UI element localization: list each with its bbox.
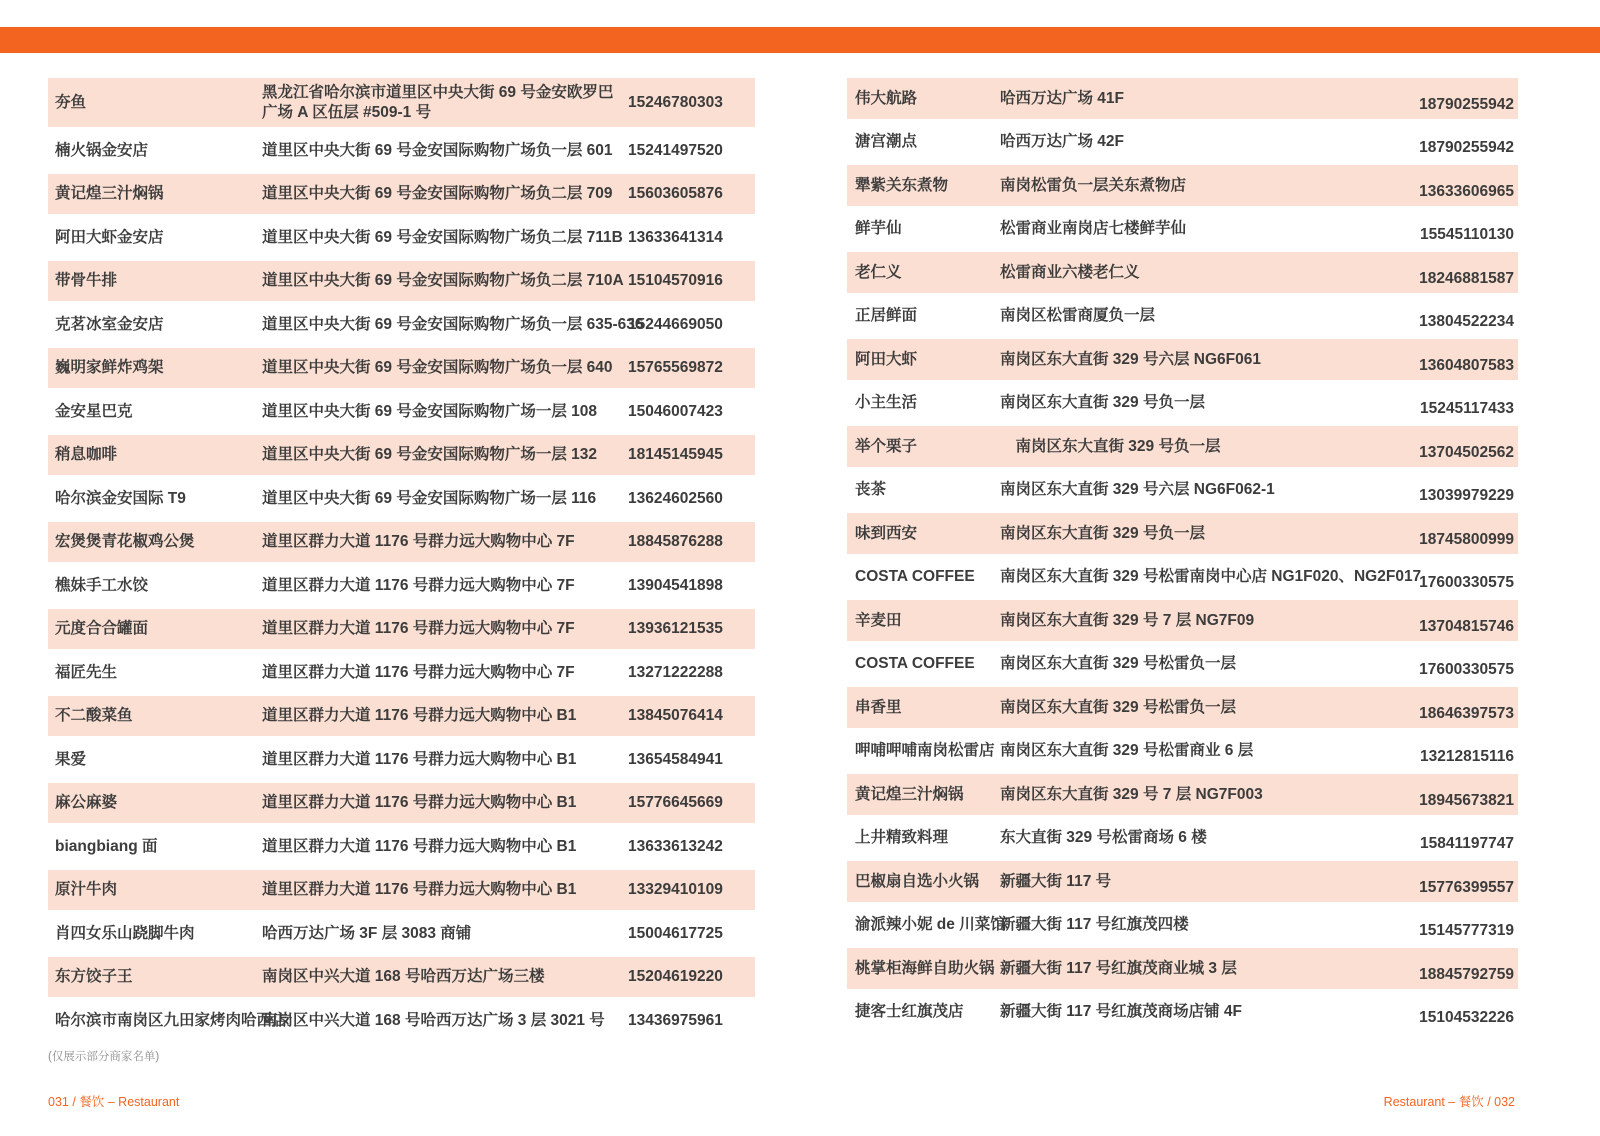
merchant-phone: 15246780303 <box>628 93 723 111</box>
merchant-phone: 13654584941 <box>628 750 723 768</box>
table-row <box>48 348 755 389</box>
merchant-phone: 18745800999 <box>1419 530 1514 548</box>
merchant-phone: 13212815116 <box>1420 748 1514 766</box>
table-row <box>48 652 755 693</box>
merchant-phone: 15145777319 <box>1419 922 1514 940</box>
table-row <box>847 296 1518 337</box>
merchant-phone: 13704815746 <box>1419 617 1514 635</box>
table-row <box>48 478 755 519</box>
merchant-name: COSTA COFFEE <box>855 655 975 673</box>
merchant-name: 正居鲜面 <box>855 307 918 325</box>
merchant-phone: 15046007423 <box>628 402 723 420</box>
merchant-name: 阿田大虾金安店 <box>55 228 164 246</box>
merchant-name: 原汁牛肉 <box>55 881 118 899</box>
merchant-address: 新疆大街 117 号红旗茂商场店铺 4F <box>1000 1003 1243 1021</box>
merchant-address: 南岗区东大直街 329 号六层 NG6F061 <box>1000 350 1261 368</box>
table-row <box>847 252 1518 293</box>
table-row <box>48 522 755 563</box>
merchant-phone: 15776645669 <box>628 794 723 812</box>
merchant-name: 楠火锅金安店 <box>55 141 149 159</box>
merchant-address: 哈西万达广场 3F 层 3083 商铺 <box>262 924 472 942</box>
merchant-address: 道里区群力大道 1176 号群力远大购物中心 7F <box>262 663 575 681</box>
merchant-phone: 15241497520 <box>628 141 723 159</box>
table-row <box>48 217 755 258</box>
merchant-name: 丧茶 <box>855 481 887 499</box>
restaurant-table-left <box>48 78 755 1041</box>
merchant-phone: 13039979229 <box>1419 487 1514 505</box>
table-row <box>847 774 1518 815</box>
merchant-address: 新疆大街 117 号红旗茂商业城 3 层 <box>1000 959 1237 977</box>
merchant-name: biangbiang 面 <box>55 837 158 855</box>
merchant-address: 道里区中央大街 69 号金安国际购物广场负二层 709 <box>262 185 613 203</box>
table-row <box>48 826 755 867</box>
merchant-address: 道里区群力大道 1176 号群力远大购物中心 B1 <box>262 750 577 768</box>
table-row <box>48 565 755 606</box>
merchant-address: 新疆大街 117 号 <box>1000 872 1112 890</box>
merchant-address: 道里区群力大道 1176 号群力远大购物中心 7F <box>262 576 575 594</box>
merchant-name: 宏煲煲青花椒鸡公煲 <box>55 533 195 551</box>
page-footer-left: 031 / 餐饮 – Restaurant <box>48 1095 180 1109</box>
merchant-phone: 17600330575 <box>1419 661 1514 679</box>
merchant-name: 味到西安 <box>855 524 918 542</box>
merchant-phone: 18790255942 <box>1419 95 1514 113</box>
merchant-phone: 13804522234 <box>1419 313 1514 331</box>
merchant-phone: 13604807583 <box>1419 356 1514 374</box>
merchant-name: 金安星巴克 <box>55 402 133 420</box>
table-row <box>48 78 755 127</box>
merchant-phone: 13329410109 <box>628 881 723 899</box>
merchant-address: 黑龙江省哈尔滨市道里区中央大街 69 号金安欧罗巴广场 A 区伍层 #509-1 号 <box>262 84 614 121</box>
table-row <box>847 687 1518 728</box>
merchant-name: 举个栗子 <box>855 437 918 455</box>
table-row <box>847 513 1518 554</box>
merchant-name: 桃掌柜海鲜自助火锅 <box>855 959 995 977</box>
merchant-name: 呷哺呷哺南岗松雷店 <box>855 742 995 760</box>
merchant-phone: 17600330575 <box>1419 574 1514 592</box>
merchant-name: 哈尔滨金安国际 T9 <box>55 489 186 507</box>
merchant-phone: 18945673821 <box>1419 791 1514 809</box>
merchant-name: 巴椒扇自选小火锅 <box>855 872 980 890</box>
merchant-name: 老仁义 <box>855 263 902 281</box>
merchant-address: 南岗区东大直街 329 号松雷南岗中心店 NG1F020、NG2F017 <box>1000 568 1422 586</box>
merchant-phone: 18845792759 <box>1419 965 1514 983</box>
merchant-address: 南岗区东大直街 329 号 7 层 NG7F09 <box>1000 611 1255 629</box>
merchant-phone: 18646397573 <box>1419 704 1514 722</box>
table-row <box>847 122 1518 163</box>
merchant-phone: 15765569872 <box>628 359 723 377</box>
merchant-name: 黄记煌三汁焖锅 <box>855 785 964 803</box>
table-row <box>847 426 1518 467</box>
merchant-name: 肖四女乐山跷脚牛肉 <box>55 924 195 942</box>
table-row <box>847 209 1518 250</box>
table-row <box>847 557 1518 598</box>
merchant-name: COSTA COFFEE <box>855 568 975 586</box>
merchant-name: 麻公麻婆 <box>55 794 118 812</box>
merchant-address: 道里区群力大道 1176 号群力远大购物中心 7F <box>262 533 575 551</box>
table-row <box>48 130 755 171</box>
merchant-phone: 15245117433 <box>1420 400 1514 418</box>
merchant-name: 溏宫潮点 <box>855 133 918 151</box>
merchant-name: 哈尔滨市南岗区九田家烤肉哈西店 <box>55 1011 288 1029</box>
merchant-phone: 13633606965 <box>1419 182 1514 200</box>
table-row <box>48 174 755 215</box>
merchant-address: 南岗区东大直街 329 号负一层 <box>1000 524 1205 542</box>
merchant-name: 果爱 <box>55 750 87 768</box>
merchant-phone: 13633641314 <box>628 228 723 246</box>
table-row <box>847 339 1518 380</box>
merchant-name: 鲜芋仙 <box>855 220 902 238</box>
merchant-phone: 13436975961 <box>628 1011 723 1029</box>
table-row <box>847 948 1518 989</box>
merchant-name: 东方饺子王 <box>55 968 133 986</box>
table-row <box>48 391 755 432</box>
merchant-address: 道里区中央大街 69 号金安国际购物广场一层 132 <box>262 446 598 464</box>
merchant-phone: 18845876288 <box>628 533 723 551</box>
table-row <box>48 739 755 780</box>
merchant-phone: 15104532226 <box>1419 1009 1514 1027</box>
merchant-name: 福匠先生 <box>55 663 118 681</box>
header-accent-bar <box>0 27 1600 53</box>
table-row <box>48 435 755 476</box>
merchant-name: 小主生活 <box>855 394 918 412</box>
merchant-address: 新疆大街 117 号红旗茂四楼 <box>1000 916 1189 934</box>
merchant-address: 南岗区东大直街 329 号 7 层 NG7F003 <box>1000 785 1263 803</box>
table-row <box>847 905 1518 946</box>
merchant-phone: 13624602560 <box>628 489 723 507</box>
merchant-phone: 13271222288 <box>628 663 723 681</box>
merchant-name: 稍息咖啡 <box>55 446 118 464</box>
table-row <box>847 600 1518 641</box>
merchant-name: 上井精致料理 <box>855 829 949 847</box>
table-row <box>847 165 1518 206</box>
merchant-address: 道里区中央大街 69 号金安国际购物广场负一层 601 <box>262 141 613 159</box>
merchant-name: 不二酸菜鱼 <box>55 707 133 725</box>
merchant-address: 哈西万达广场 41F <box>1000 89 1125 107</box>
table-row <box>48 696 755 737</box>
merchant-address: 道里区中央大街 69 号金安国际购物广场负一层 635-636 <box>262 315 644 333</box>
merchant-name: 克茗冰室金安店 <box>55 315 164 333</box>
merchant-name: 犟紫关东煮物 <box>855 176 949 194</box>
table-row <box>847 731 1518 772</box>
merchant-name: 元度合合罐面 <box>55 620 149 638</box>
merchant-name: 辛麦田 <box>855 611 902 629</box>
merchant-address: 道里区群力大道 1176 号群力远大购物中心 B1 <box>262 881 577 899</box>
table-row <box>847 992 1518 1033</box>
merchant-phone: 13845076414 <box>628 707 723 725</box>
merchant-name: 捷客士红旗茂店 <box>855 1003 964 1021</box>
partial-list-note: (仅展示部分商家名单) <box>48 1051 160 1063</box>
merchant-phone: 15104570916 <box>628 272 723 290</box>
table-row <box>847 78 1518 119</box>
merchant-address: 松雷商业南岗店七楼鲜芋仙 <box>1000 220 1187 238</box>
merchant-name: 黄记煌三汁焖锅 <box>55 185 164 203</box>
merchant-phone: 15603605876 <box>628 185 723 203</box>
merchant-address: 南岗区东大直街 329 号松雷负一层 <box>1000 655 1236 673</box>
merchant-name: 阿田大虾 <box>855 350 918 368</box>
table-row <box>847 644 1518 685</box>
merchant-name: 夯鱼 <box>55 93 87 111</box>
restaurant-table-right <box>847 78 1518 1032</box>
merchant-address: 南岗区中兴大道 168 号哈西万达广场三楼 <box>262 968 545 986</box>
merchant-phone: 13936121535 <box>628 620 723 638</box>
merchant-name: 带骨牛排 <box>55 272 118 290</box>
merchant-phone: 13704502562 <box>1419 443 1514 461</box>
merchant-address: 南岗区中兴大道 168 号哈西万达广场 3 层 3021 号 <box>262 1011 605 1029</box>
merchant-address: 南岗区松雷商厦负一层 <box>1000 307 1156 325</box>
merchant-address: 道里区群力大道 1176 号群力远大购物中心 B1 <box>262 707 577 725</box>
merchant-name: 渝派辣小妮 de 川菜馆 <box>855 916 1006 934</box>
table-row <box>48 609 755 650</box>
merchant-address: 道里区中央大街 69 号金安国际购物广场负一层 640 <box>262 359 613 377</box>
merchant-phone: 18246881587 <box>1419 269 1514 287</box>
table-row <box>48 957 755 998</box>
table-row <box>847 470 1518 511</box>
table-row <box>847 818 1518 859</box>
merchant-address: 南岗区东大直街 329 号松雷负一层 <box>1000 698 1236 716</box>
merchant-address: 道里区中央大街 69 号金安国际购物广场一层 116 <box>262 489 597 507</box>
table-row <box>847 861 1518 902</box>
merchant-phone: 15244669050 <box>628 315 723 333</box>
table-row <box>48 1000 755 1041</box>
merchant-name: 巍明家鲜炸鸡架 <box>55 359 164 377</box>
merchant-phone: 15545110130 <box>1420 226 1514 244</box>
merchant-address: 道里区中央大街 69 号金安国际购物广场负二层 711B <box>262 228 623 246</box>
merchant-phone: 18790255942 <box>1419 139 1514 157</box>
table-row <box>48 304 755 345</box>
table-row <box>48 913 755 954</box>
merchant-phone: 13633613242 <box>628 837 723 855</box>
merchant-address: 南岗松雷负一层关东煮物店 <box>1000 176 1187 194</box>
merchant-address: 道里区群力大道 1176 号群力远大购物中心 B1 <box>262 794 577 812</box>
table-row <box>48 261 755 302</box>
merchant-name: 串香里 <box>855 698 902 716</box>
merchant-address: 南岗区东大直街 329 号松雷商业 6 层 <box>1000 742 1254 760</box>
merchant-address: 道里区中央大街 69 号金安国际购物广场一层 108 <box>262 402 598 420</box>
page-footer-right: Restaurant – 餐饮 / 032 <box>1383 1095 1515 1109</box>
merchant-address: 东大直街 329 号松雷商场 6 楼 <box>1000 829 1207 847</box>
merchant-phone: 15004617725 <box>628 924 723 942</box>
merchant-address: 哈西万达广场 42F <box>1000 133 1125 151</box>
merchant-address: 南岗区东大直街 329 号负一层 <box>1000 394 1205 412</box>
merchant-phone: 15841197747 <box>1420 835 1514 853</box>
merchant-name: 樵妹手工水饺 <box>55 576 149 594</box>
merchant-address: 道里区群力大道 1176 号群力远大购物中心 7F <box>262 620 575 638</box>
merchant-phone: 13904541898 <box>628 576 723 594</box>
merchant-phone: 15204619220 <box>628 968 723 986</box>
merchant-address: 南岗区东大直街 329 号负一层 <box>1000 437 1221 455</box>
merchant-name: 伟大航路 <box>855 89 918 107</box>
table-row <box>847 383 1518 424</box>
merchant-phone: 18145145945 <box>628 446 723 464</box>
merchant-address: 松雷商业六楼老仁义 <box>1000 263 1140 281</box>
merchant-address: 南岗区东大直街 329 号六层 NG6F062-1 <box>1000 481 1275 499</box>
table-row <box>48 783 755 824</box>
merchant-address: 道里区中央大街 69 号金安国际购物广场负二层 710A <box>262 272 624 290</box>
table-row <box>48 870 755 911</box>
merchant-address: 道里区群力大道 1176 号群力远大购物中心 B1 <box>262 837 577 855</box>
merchant-phone: 15776399557 <box>1419 878 1514 896</box>
